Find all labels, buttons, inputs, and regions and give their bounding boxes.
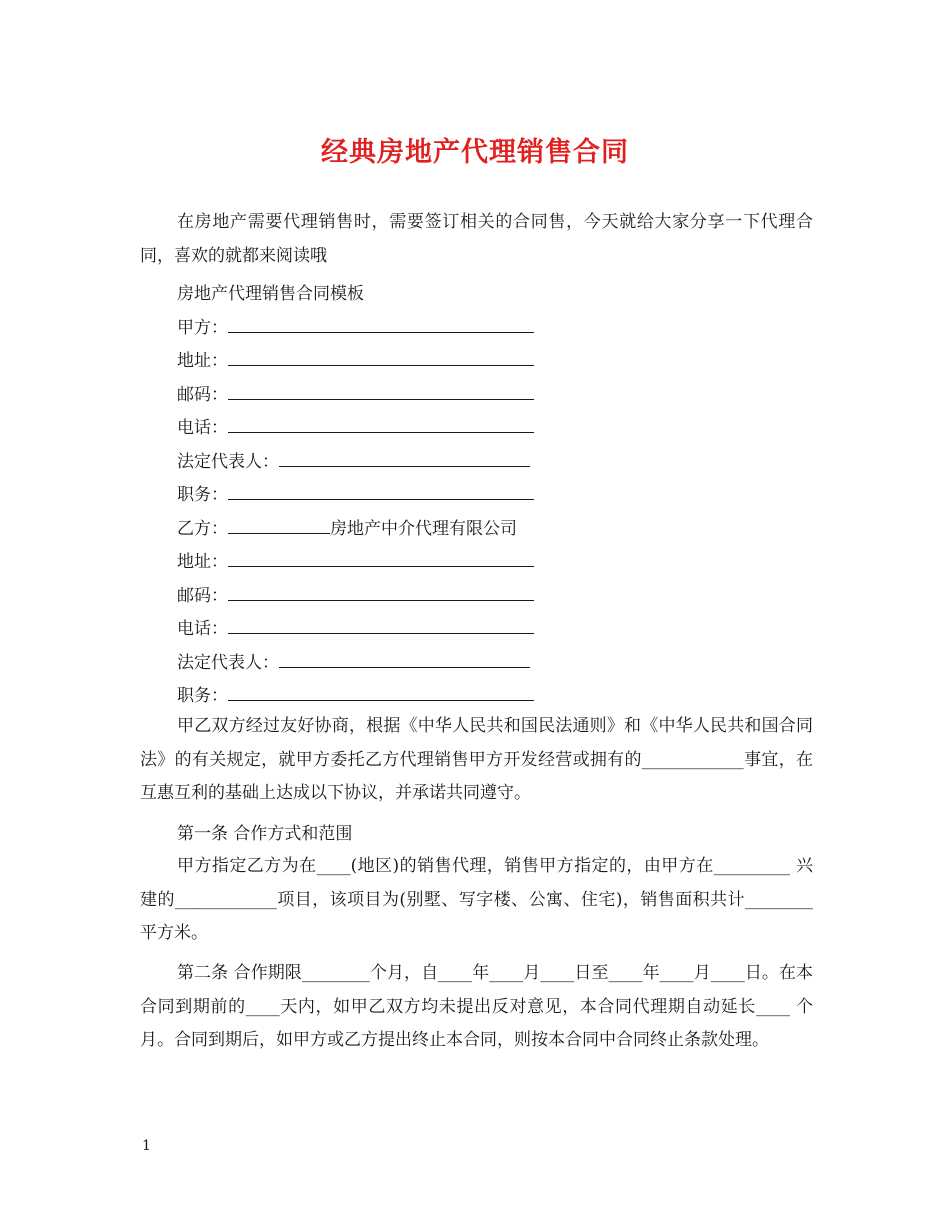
party-b-phone-field xyxy=(177,618,534,639)
party-a-phone-label: 电话： xyxy=(177,418,228,438)
party-a-phone-field xyxy=(177,417,534,438)
party-a-address-field xyxy=(177,350,534,371)
party-a-address-blank xyxy=(228,350,534,366)
party-b-name-label: 乙方： xyxy=(177,519,228,539)
party-a-name-field xyxy=(177,317,534,338)
party-a-postcode-label: 邮码： xyxy=(177,385,228,405)
party-a-position-field xyxy=(177,484,534,505)
template-heading: 房地产代理销售合同模板 xyxy=(177,284,364,304)
intro-paragraph: 在房地产需要代理销售时，需要签订相关的合同售，今天就给大家分享一下代理合同，喜欢的就都来阅读哦 xyxy=(140,212,813,266)
party-a-legal-rep-field xyxy=(177,451,530,472)
party-b-legal-rep-field xyxy=(177,652,530,673)
party-a-phone-blank xyxy=(228,417,534,433)
party-a-position-label: 职务： xyxy=(177,485,228,505)
page-number: 1 xyxy=(142,1138,151,1154)
article-1-body: 甲方指定乙方为在____(地区)的销售代理，销售甲方指定的，由甲方在_________ 兴建的____________项目，该项目为(别墅、写字楼、公寓、住宅)，销售面积共计________平方米。 xyxy=(140,856,813,943)
agreement-paragraph: 甲乙双方经过友好协商，根据《中华人民共和国民法通则》和《中华人民共和国合同法》的有关规定，就甲方委托乙方代理销售甲方开发经营或拥有的____________事宜，在互惠互利的基础上达成以下协议，并承诺共同遵守。 xyxy=(140,716,813,803)
party-b-legal-rep-label: 法定代表人： xyxy=(177,653,279,673)
party-b-address-field xyxy=(177,551,534,572)
party-b-name-field xyxy=(177,518,517,539)
party-b-position-label: 职务： xyxy=(177,686,228,706)
party-b-position-field xyxy=(177,685,534,706)
article-2-body: 第二条 合作期限________个月，自____年____月____日至____年____月____日。在本合同到期前的____天内，如甲乙双方均未提出反对意见，本合同代理期自动延长____ 个月。合同到期后，如甲方或乙方提出终止本合同，则按本合同中合同终止条款处理。 xyxy=(140,963,813,1050)
article-1-heading: 第一条 合作方式和范围 xyxy=(177,824,353,844)
document-title: 经典房地产代理销售合同 xyxy=(321,137,629,168)
party-b-address-blank xyxy=(228,551,534,567)
party-b-postcode-field xyxy=(177,585,534,606)
party-b-name-suffix: 房地产中介代理有限公司 xyxy=(330,519,517,539)
party-a-legal-rep-blank xyxy=(279,451,530,467)
party-a-name-blank xyxy=(228,317,534,333)
party-a-legal-rep-label: 法定代表人： xyxy=(177,452,279,472)
party-b-position-blank xyxy=(228,685,534,701)
party-b-phone-blank xyxy=(228,618,534,634)
party-a-position-blank xyxy=(228,484,534,500)
party-a-name-label: 甲方： xyxy=(177,318,228,338)
party-a-address-label: 地址： xyxy=(177,351,228,371)
party-b-phone-label: 电话： xyxy=(177,619,228,639)
party-b-postcode-blank xyxy=(228,585,534,601)
party-b-postcode-label: 邮码： xyxy=(177,586,228,606)
party-b-legal-rep-blank xyxy=(279,652,530,668)
party-b-address-label: 地址： xyxy=(177,552,228,572)
party-a-postcode-blank xyxy=(228,384,534,400)
party-b-name-blank xyxy=(228,518,330,534)
party-a-postcode-field xyxy=(177,384,534,405)
